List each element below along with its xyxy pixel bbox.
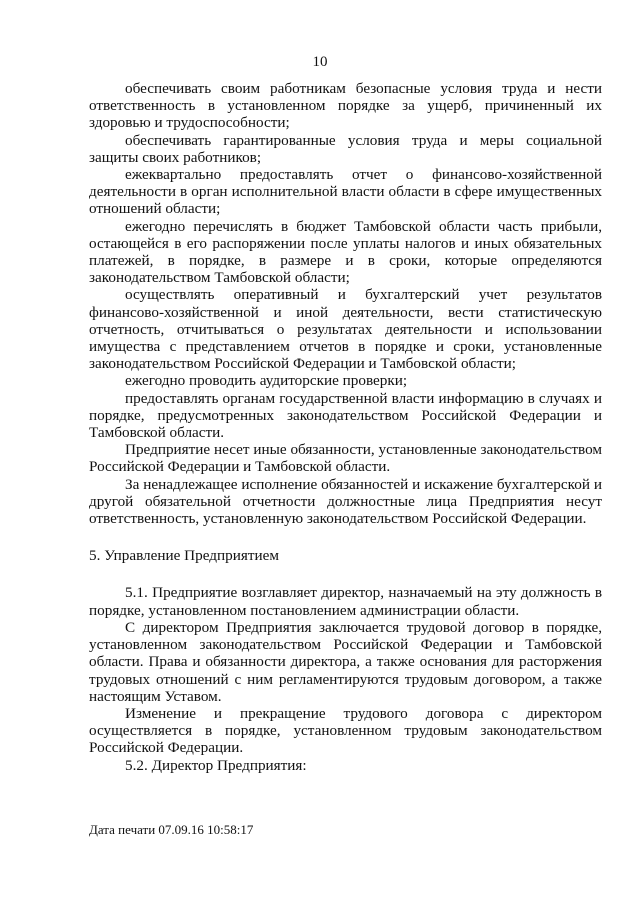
paragraph: За ненадлежащее исполнение обязанностей и искажение бухгалтерской и другой обязательной отчетности должностные лица Предприятия несут ответственность, установленную законодательством Российской Федерации. — [89, 475, 602, 528]
paragraph: Изменение и прекращение трудового договора с директором осуществляется в порядке, установленном трудовым законодательством Российской Федерации. — [89, 704, 602, 757]
print-date-footer: Дата печати 07.09.16 10:58:17 — [89, 822, 254, 837]
section-heading: 5. Управление Предприятием — [89, 547, 279, 565]
paragraph: ежеквартально предоставлять отчет о финансово-хозяйственной деятельности в орган исполнительной власти области в сфере имущественных отношений области; — [89, 166, 602, 218]
page-number: 10 — [312, 54, 328, 70]
paragraph: С директором Предприятия заключается трудовой договор в порядке, установленном законодательством Российской Федерации и Тамбовской области. Права и обязанности директора, а также основания для расторжения трудовых отношений с ним регламентируются трудовым договором, а также настоящим Уставом. — [89, 618, 602, 705]
paragraph: обеспечивать гарантированные условия труда и меры социальной защиты своих работников; — [89, 131, 602, 166]
paragraph: осуществлять оперативный и бухгалтерский учет результатов финансово-хозяйственной и иной деятельности, вести статистическую отчетность, отчитываться о результатах деятельности и использовании имущества с представлением отчетов в порядке и сроки, установленные законодательством Российской Федерации и Тамбовской области; — [89, 286, 602, 373]
paragraph: предоставлять органам государственной власти информацию в случаях и порядке, предусмотренных законодательством Российской Федерации и Тамбовской области. — [89, 389, 602, 442]
paragraph: ежегодно перечислять в бюджет Тамбовской области часть прибыли, остающейся в его распоряжении после уплаты налогов и иных обязательных платежей, в порядке, в размере и в сроки, которые определяются законодательством Тамбовской области; — [89, 217, 602, 287]
document-body — [89, 80, 602, 774]
paragraph: 5.1. Предприятие возглавляет директор, назначаемый на эту должность в порядке, установленном постановлением администрации области. — [89, 584, 602, 619]
paragraph: обеспечивать своим работникам безопасные условия труда и нести ответственность в установленном порядке за ущерб, причиненный их здоровью и трудоспособности; — [89, 80, 602, 132]
paragraph: Предприятие несет иные обязанности, установленные законодательством Российской Федерации и Тамбовской области. — [89, 441, 602, 476]
paragraph: ежегодно проводить аудиторские проверки; — [125, 372, 408, 390]
paragraph: 5.2. Директор Предприятия: — [125, 756, 307, 774]
